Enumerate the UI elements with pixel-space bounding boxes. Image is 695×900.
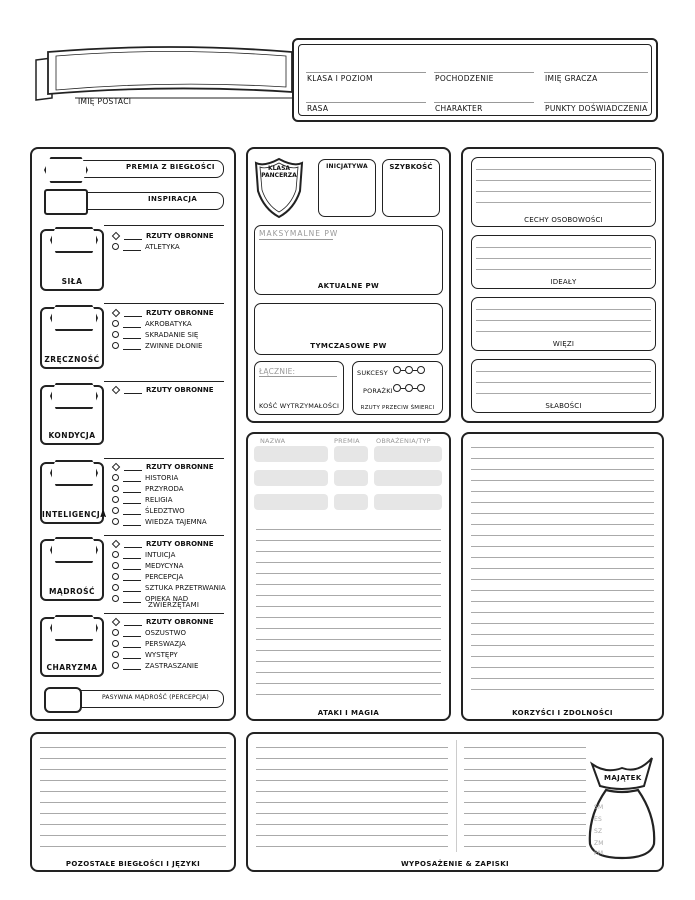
- current-hp-label: AKTUALNE PW: [317, 282, 380, 290]
- class-level-label: KLASA I POZIOM: [307, 74, 373, 83]
- dexterity-save[interactable]: RZUTY OBRONNE: [112, 307, 214, 318]
- ability-dexterity[interactable]: ZRĘCZNOŚĆ: [40, 307, 104, 369]
- passive-wisdom-label: PASYWNA MĄDROŚĆ (PERCEPCJA): [102, 694, 209, 701]
- skill-perception[interactable]: PERCEPCJA: [112, 571, 183, 582]
- coin-sz[interactable]: SZ: [594, 828, 603, 835]
- features-title: KORZYŚCI I ZDOLNOŚCI: [512, 709, 613, 717]
- skill-medicine[interactable]: MEDYCYNA: [112, 560, 183, 571]
- other-proficiencies-panel[interactable]: [30, 732, 236, 872]
- attack-3-bonus[interactable]: [334, 494, 368, 510]
- ideals-label: IDEAŁY: [550, 278, 577, 286]
- attacks-col-damage: OBRAŻENIA/TYP: [376, 437, 431, 445]
- armor-class-label-1: KLASA: [267, 165, 291, 172]
- attack-1-damage[interactable]: [374, 446, 442, 462]
- other-proficiencies-title: POZOSTAŁE BIEGŁOŚCI I JĘZYKI: [65, 860, 201, 868]
- skill-religion[interactable]: RELIGIA: [112, 494, 173, 505]
- abilities-panel: [30, 147, 236, 721]
- race-label: RASA: [307, 104, 329, 113]
- skill-history[interactable]: HISTORIA: [112, 472, 178, 483]
- current-hp-box[interactable]: [254, 225, 443, 295]
- header-info-box: [292, 38, 658, 122]
- hit-dice-box[interactable]: [254, 361, 344, 415]
- skill-arcana[interactable]: WIEDZA TAJEMNA: [112, 516, 207, 527]
- attacks-panel: [246, 432, 451, 721]
- constitution-save[interactable]: RZUTY OBRONNE: [112, 384, 214, 395]
- bonds-label: WIĘZI: [552, 340, 575, 348]
- skill-investigation[interactable]: ŚLEDZTWO: [112, 505, 185, 516]
- charisma-save[interactable]: RZUTY OBRONNE: [112, 616, 214, 627]
- attack-2-damage[interactable]: [374, 470, 442, 486]
- passive-wisdom-row[interactable]: [44, 687, 222, 709]
- failures-label: PORAŻKI: [363, 387, 393, 395]
- skill-acrobatics[interactable]: AKROBATYKA: [112, 318, 192, 329]
- personality-traits-label: CECHY OSOBOWOŚCI: [524, 216, 603, 224]
- experience-label: PUNKTY DOŚWIADCZENIA: [545, 104, 648, 113]
- flaws-box[interactable]: [471, 359, 656, 413]
- personality-traits-box[interactable]: [471, 157, 656, 227]
- alignment-label: CHARAKTER: [435, 104, 483, 113]
- skill-survival[interactable]: SZTUKA PRZETRWANIA: [112, 582, 226, 593]
- hit-dice-total-label: ŁĄCZNIE:: [259, 367, 296, 376]
- background-label: POCHODZENIE: [435, 74, 494, 83]
- skill-athletics[interactable]: ATLETYKA: [112, 241, 180, 252]
- death-saves-box[interactable]: [352, 361, 443, 415]
- initiative-box[interactable]: INICJATYWA: [318, 159, 376, 217]
- coin-pm[interactable]: PM: [594, 850, 604, 857]
- hit-dice-label: KOŚĆ WYTRZYMAŁOŚCI: [259, 402, 340, 410]
- successes-label: SUKCESY: [357, 369, 388, 377]
- ability-wisdom[interactable]: MĄDROŚĆ: [40, 539, 104, 601]
- ability-constitution[interactable]: KONDYCJA: [40, 385, 104, 445]
- attacks-col-name: NAZWA: [260, 437, 286, 445]
- wisdom-save[interactable]: RZUTY OBRONNE: [112, 538, 214, 549]
- ability-intelligence[interactable]: INTELIGENCJA: [40, 462, 104, 524]
- speed-box[interactable]: SZYBKOŚĆ: [382, 159, 440, 217]
- max-hp-label: MAKSYMALNE PW: [259, 229, 339, 238]
- armor-class-label-2: PANCERZA: [261, 172, 297, 179]
- treasure-label: MAJĄTEK: [604, 774, 642, 782]
- attacks-col-bonus: PREMIA: [334, 437, 360, 445]
- flaws-label: SŁABOŚCI: [545, 402, 582, 410]
- coin-es[interactable]: ES: [594, 816, 602, 823]
- attack-2-name[interactable]: [254, 470, 328, 486]
- skill-performance[interactable]: WYSTĘPY: [112, 649, 178, 660]
- failures-checkboxes[interactable]: [393, 384, 425, 392]
- inspiration-label: INSPIRACJA: [148, 195, 198, 203]
- bonds-box[interactable]: [471, 297, 656, 351]
- attack-3-name[interactable]: [254, 494, 328, 510]
- skill-animal-handling[interactable]: OPIEKA NAD: [112, 593, 188, 604]
- skill-animal-handling-cont: ZWIERZĘTAMI: [148, 601, 200, 609]
- ideals-box[interactable]: [471, 235, 656, 289]
- equipment-title: WYPOSAŻENIE & ZAPISKI: [400, 860, 510, 868]
- skill-stealth[interactable]: SKRADANIE SIĘ: [112, 329, 198, 340]
- skill-insight[interactable]: INTUICJA: [112, 549, 175, 560]
- skill-intimidation[interactable]: ZASTRASZANIE: [112, 660, 198, 671]
- player-name-label: IMIĘ GRACZA: [545, 74, 598, 83]
- attacks-title: ATAKI I MAGIA: [317, 709, 380, 717]
- attack-1-name[interactable]: [254, 446, 328, 462]
- combat-panel: [246, 147, 451, 423]
- skill-nature[interactable]: PRZYRODA: [112, 483, 184, 494]
- character-name-label: IMIĘ POSTACI: [78, 97, 132, 106]
- personality-panel: [461, 147, 664, 423]
- proficiency-bonus-row[interactable]: [44, 157, 222, 179]
- equipment-panel[interactable]: [246, 732, 664, 872]
- intelligence-save[interactable]: RZUTY OBRONNE: [112, 461, 214, 472]
- ability-strength[interactable]: SIŁA: [40, 229, 104, 291]
- attack-2-bonus[interactable]: [334, 470, 368, 486]
- proficiency-bonus-label: PREMIA Z BIEGŁOŚCI: [126, 163, 215, 171]
- attack-1-bonus[interactable]: [334, 446, 368, 462]
- character-name-field[interactable]: [60, 60, 280, 88]
- inspiration-row[interactable]: [44, 189, 222, 211]
- temp-hp-box[interactable]: [254, 303, 443, 355]
- skill-deception[interactable]: OSZUSTWO: [112, 627, 186, 638]
- strength-save[interactable]: RZUTY OBRONNE: [112, 230, 214, 241]
- death-saves-label: RZUTY PRZECIW ŚMIERCI: [360, 405, 435, 411]
- attacks-notes-lines[interactable]: [252, 518, 445, 698]
- coin-zm[interactable]: ZM: [594, 840, 604, 847]
- attack-3-damage[interactable]: [374, 494, 442, 510]
- ability-charisma[interactable]: CHARYZMA: [40, 617, 104, 677]
- successes-checkboxes[interactable]: [393, 366, 425, 374]
- features-panel[interactable]: [461, 432, 664, 721]
- temp-hp-label: TYMCZASOWE PW: [310, 342, 387, 350]
- skill-sleight-of-hand[interactable]: ZWINNE DŁONIE: [112, 340, 202, 351]
- coin-sm[interactable]: SM: [594, 804, 604, 811]
- skill-persuasion[interactable]: PERSWAZJA: [112, 638, 186, 649]
